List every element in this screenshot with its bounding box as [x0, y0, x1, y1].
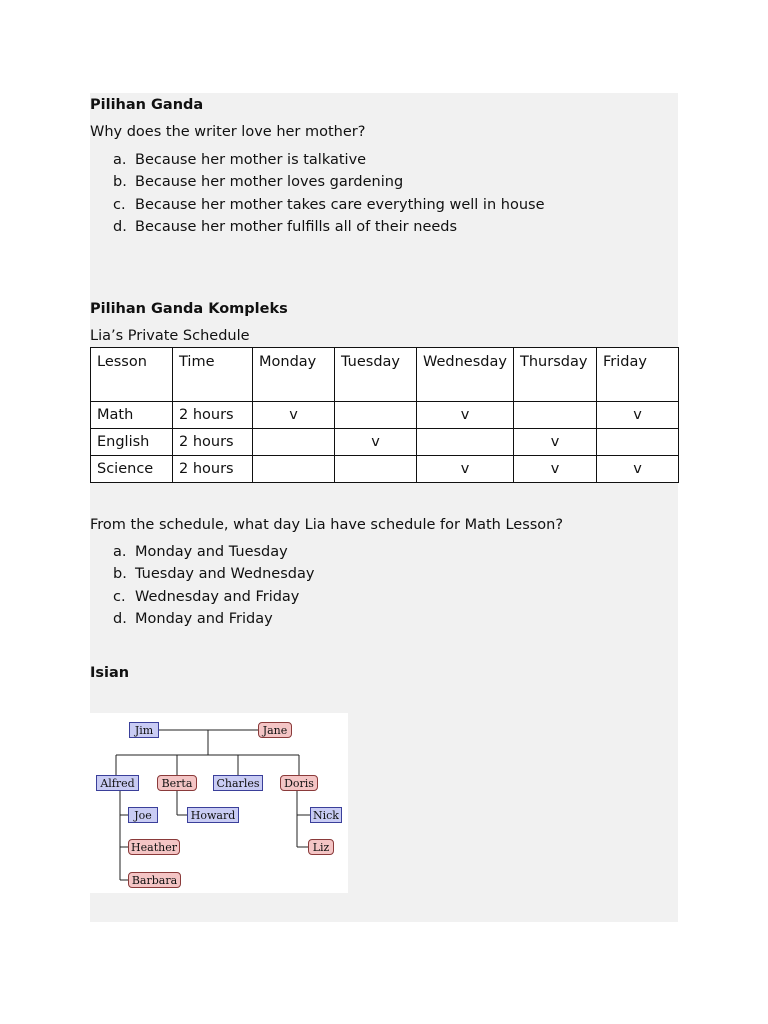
tree-node-jim: Jim [129, 722, 159, 738]
table-header-row [91, 348, 679, 402]
table-cell: 2 hours [173, 402, 253, 429]
tree-node-berta: Berta [157, 775, 197, 791]
table-header-cell: Thursday [514, 348, 597, 402]
table-cell: Math [91, 402, 173, 429]
table-cell: English [91, 429, 173, 456]
table-cell [253, 429, 335, 456]
table-header-cell: Lesson [91, 348, 173, 402]
option-text: Because her mother fulfills all of their needs [135, 219, 458, 235]
family-tree-connectors [90, 713, 348, 893]
table-row [91, 429, 679, 456]
option-letter: a. [113, 544, 127, 560]
option-text: Monday and Tuesday [135, 544, 288, 560]
table-cell: v [597, 456, 679, 483]
option-letter: b. [113, 566, 127, 582]
table-cell: v [417, 456, 514, 483]
schedule-table [90, 347, 679, 483]
table-cell [335, 456, 417, 483]
tree-node-jane: Jane [258, 722, 292, 738]
table-cell: v [417, 402, 514, 429]
table-cell: v [514, 456, 597, 483]
table-header-cell: Tuesday [335, 348, 417, 402]
table-cell: 2 hours [173, 429, 253, 456]
tree-node-nick: Nick [310, 807, 342, 823]
table-row [91, 456, 679, 483]
option-letter: b. [113, 174, 127, 190]
section-heading-pilihan-ganda: Pilihan Ganda [90, 97, 204, 113]
table-cell [514, 402, 597, 429]
tree-node-barbara: Barbara [128, 872, 181, 888]
section-heading-pilihan-ganda-kompleks: Pilihan Ganda Kompleks [90, 301, 288, 317]
tree-node-howard: Howard [187, 807, 239, 823]
table-cell: Science [91, 456, 173, 483]
table-header-cell: Friday [597, 348, 679, 402]
tree-node-heather: Heather [128, 839, 180, 855]
table-header-cell: Monday [253, 348, 335, 402]
option-text: Because her mother takes care everything well in house [135, 197, 545, 213]
option-letter: d. [113, 611, 127, 627]
tree-node-liz: Liz [308, 839, 334, 855]
option-letter: c. [113, 589, 126, 605]
table-header-cell: Wednesday [417, 348, 514, 402]
tree-node-joe: Joe [128, 807, 158, 823]
question-1: Why does the writer love her mother? [90, 124, 366, 140]
table-cell [335, 402, 417, 429]
table-row [91, 402, 679, 429]
table-cell: v [514, 429, 597, 456]
option-letter: d. [113, 219, 127, 235]
table-header-cell: Time [173, 348, 253, 402]
option-text: Because her mother loves gardening [135, 174, 404, 190]
table-cell [597, 429, 679, 456]
table-cell [417, 429, 514, 456]
question-2: From the schedule, what day Lia have schedule for Math Lesson? [90, 517, 564, 533]
tree-node-alfred: Alfred [96, 775, 139, 791]
option-text: Monday and Friday [135, 611, 273, 627]
table-cell: 2 hours [173, 456, 253, 483]
tree-node-charles: Charles [213, 775, 263, 791]
table-cell: v [253, 402, 335, 429]
table-cell: v [597, 402, 679, 429]
family-tree-diagram [90, 713, 348, 893]
section-heading-isian: Isian [90, 665, 130, 681]
option-letter: a. [113, 152, 127, 168]
option-text: Because her mother is talkative [135, 152, 367, 168]
option-text: Wednesday and Friday [135, 589, 300, 605]
table-cell [253, 456, 335, 483]
option-letter: c. [113, 197, 126, 213]
tree-node-doris: Doris [280, 775, 318, 791]
table-cell: v [335, 429, 417, 456]
table-caption: Lia’s Private Schedule [90, 328, 250, 344]
option-text: Tuesday and Wednesday [135, 566, 315, 582]
